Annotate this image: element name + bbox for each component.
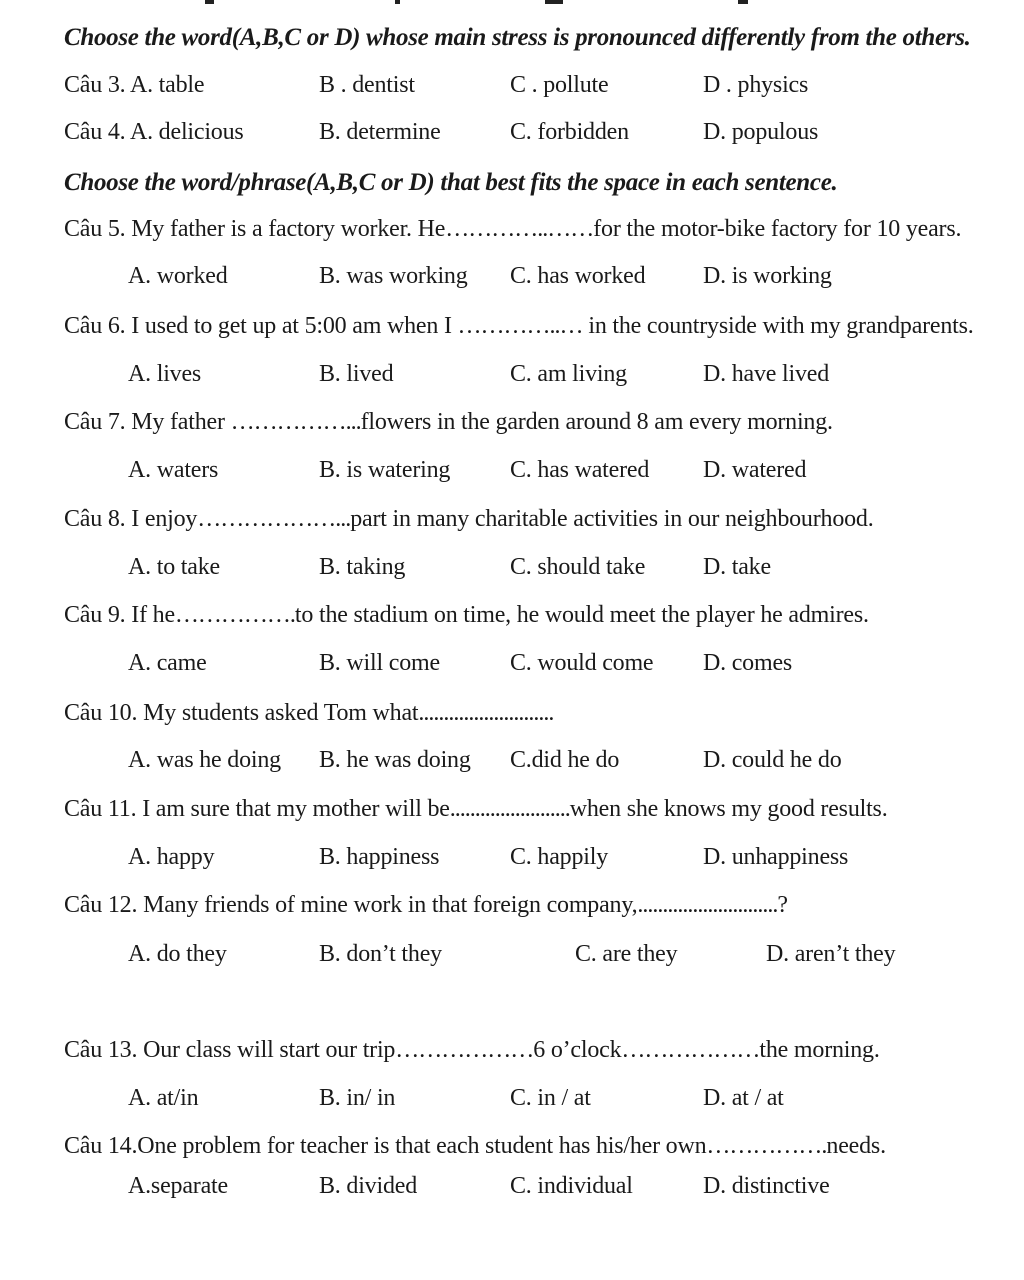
- question-text: I am sure that my mother will be: [142, 796, 450, 822]
- question-number: Câu 3.: [64, 72, 126, 98]
- question-4: [64, 119, 244, 146]
- question-7: [64, 409, 833, 436]
- option-c: C. in / at: [510, 1085, 591, 1111]
- question-5: [64, 216, 961, 243]
- option-c: C. has worked: [510, 263, 646, 289]
- answer-blank: ………………: [395, 1037, 534, 1063]
- question-number: Câu 10.: [64, 700, 138, 726]
- question-number: Câu 6.: [64, 313, 126, 339]
- option-d: D. is working: [703, 263, 832, 289]
- question-text-end: ?: [777, 892, 788, 918]
- option-c: C. happily: [510, 844, 608, 870]
- option-d: D. watered: [703, 457, 807, 483]
- option-d: D. could he do: [703, 747, 842, 773]
- question-number: Câu 8.: [64, 506, 126, 532]
- question-text: My students asked Tom what: [143, 700, 419, 726]
- question-14: [64, 1133, 886, 1160]
- answer-blank: …………….: [706, 1133, 827, 1159]
- question-6: [64, 313, 974, 340]
- question-text-end: flowers in the garden around 8 am every morning.: [360, 409, 833, 435]
- question-11: [64, 796, 888, 823]
- question-10: [64, 700, 553, 727]
- question-text-middle: 6 o’clock: [533, 1037, 622, 1063]
- option-d: D. comes: [703, 650, 793, 676]
- option-a: A. worked: [128, 263, 228, 289]
- option-a: A. came: [128, 650, 207, 676]
- option-b: B. divided: [319, 1173, 417, 1199]
- question-text-end: when she knows my good results.: [569, 796, 888, 822]
- option-c: C. are they: [575, 941, 678, 967]
- option-b: B. is watering: [319, 457, 451, 483]
- option-c: C.did he do: [510, 747, 620, 773]
- option-d: D. take: [703, 554, 771, 580]
- option-d: D. distinctive: [703, 1173, 830, 1199]
- question-number: Câu 14.: [64, 1133, 138, 1159]
- question-text: My father: [125, 409, 231, 435]
- option-a: A. table: [129, 72, 205, 98]
- question-8: [64, 506, 874, 533]
- option-b: B. don’t they: [319, 941, 442, 967]
- question-text: One problem for teacher is that each student has his/her own: [137, 1133, 707, 1159]
- answer-blank: ……………...: [230, 409, 361, 435]
- option-b: B. determine: [319, 119, 441, 145]
- question-9: [64, 602, 869, 629]
- option-d: D. aren’t they: [766, 941, 896, 967]
- question-text-end: for the motor-bike factory for 10 years.: [593, 216, 962, 242]
- option-a: A. lives: [128, 361, 202, 387]
- question-number: Câu 13.: [64, 1037, 138, 1063]
- answer-blank: ............................: [637, 892, 778, 918]
- question-text: Our class will start our trip: [143, 1037, 396, 1063]
- stress-instruction: Choose the word(A,B,C or D) whose main stress is pronounced differently from the others.: [64, 24, 971, 51]
- option-c: C. forbidden: [510, 119, 629, 145]
- option-d: D. populous: [703, 119, 819, 145]
- answer-blank: …………….: [174, 602, 295, 628]
- cropped-top-text-fragments: [0, 0, 1024, 6]
- question-number: Câu 7.: [64, 409, 126, 435]
- option-b: B. he was doing: [319, 747, 471, 773]
- option-c: C. should take: [510, 554, 646, 580]
- option-a: A. delicious: [129, 119, 244, 145]
- option-d: D . physics: [703, 72, 809, 98]
- question-number: Câu 12.: [64, 892, 138, 918]
- fill-instruction: Choose the word/phrase(A,B,C or D) that best fits the space in each sentence.: [64, 169, 838, 196]
- question-number: Câu 9.: [64, 602, 126, 628]
- question-text: I enjoy: [131, 506, 198, 532]
- question-text: My father is a factory worker. He: [131, 216, 446, 242]
- question-13: [64, 1037, 880, 1064]
- option-b: B. happiness: [319, 844, 440, 870]
- question-text-end: in the countryside with my grandparents.: [582, 313, 974, 339]
- option-b: B . dentist: [319, 72, 415, 98]
- option-b: B. taking: [319, 554, 406, 580]
- option-d: D. at / at: [703, 1085, 784, 1111]
- option-a: A. waters: [128, 457, 219, 483]
- option-a: A. happy: [128, 844, 215, 870]
- option-c: C . pollute: [510, 72, 609, 98]
- option-b: B. was working: [319, 263, 468, 289]
- question-text-end: to the stadium on time, he would meet the player he admires.: [294, 602, 869, 628]
- question-number: Câu 5.: [64, 216, 126, 242]
- question-number: Câu 11.: [64, 796, 137, 822]
- question-text-end: part in many charitable activities in our neighbourhood.: [350, 506, 874, 532]
- question-text-end: needs.: [826, 1133, 886, 1159]
- option-c: C. has watered: [510, 457, 650, 483]
- question-text: I used to get up at 5:00 am when I: [131, 313, 458, 339]
- option-a: A. was he doing: [128, 747, 281, 773]
- question-text: Many friends of mine work in that foreign company,: [143, 892, 638, 918]
- option-a: A.separate: [128, 1173, 228, 1199]
- question-number: Câu 4.: [64, 119, 126, 145]
- question-12: [64, 892, 788, 919]
- option-d: D. unhappiness: [703, 844, 849, 870]
- option-c: C. am living: [510, 361, 627, 387]
- option-b: B. will come: [319, 650, 440, 676]
- question-text-end: the morning.: [759, 1037, 880, 1063]
- option-b: B. lived: [319, 361, 394, 387]
- option-b: B. in/ in: [319, 1085, 396, 1111]
- option-d: D. have lived: [703, 361, 830, 387]
- option-a: A. to take: [128, 554, 220, 580]
- answer-blank: ........................: [449, 796, 570, 822]
- answer-blank: …………..……: [445, 216, 594, 242]
- question-text: If he: [131, 602, 175, 628]
- question-3: [64, 72, 204, 99]
- option-c: C. individual: [510, 1173, 633, 1199]
- answer-blank: …………..…: [457, 313, 583, 339]
- answer-blank-2: ………………: [621, 1037, 760, 1063]
- answer-blank: ………………...: [197, 506, 351, 532]
- answer-blank: ...........................: [418, 700, 554, 726]
- option-c: C. would come: [510, 650, 654, 676]
- option-a: A. at/in: [128, 1085, 199, 1111]
- option-a: A. do they: [128, 941, 227, 967]
